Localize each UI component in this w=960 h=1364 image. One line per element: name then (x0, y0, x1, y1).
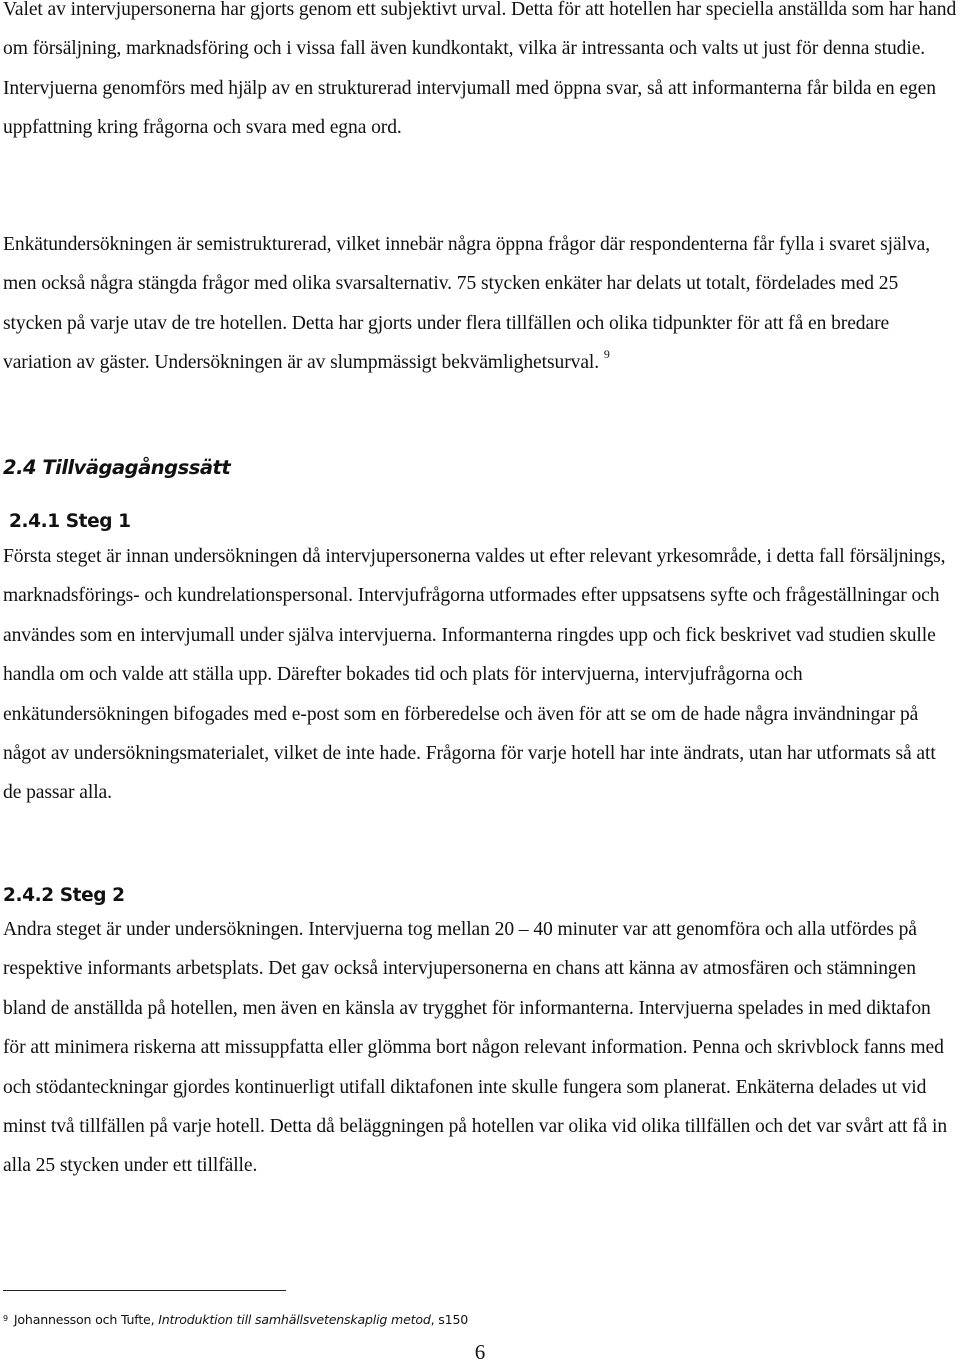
footnote-authors: Johannesson och Tufte, (13, 1312, 159, 1327)
section-heading: 2.4 Tillvägagångssätt (3, 456, 231, 479)
paragraph-step-2: Andra steget är under undersökningen. Intervjuerna tog mellan 20 – 40 minuter var att genomföra och alla utfördes på respektive informants arbetsplats. Det gav också intervjupersonerna en chans att känna av atmosfären och stämningen bland de anställda på hotellen, men även en känsla av trygghet för informanterna. Intervjuerna spelades in med diktafon för att minimera riskerna att missuppfatta eller glömma bort någon relevant information. Penna och skrivblock fanns med och stödanteckningar gjordes kontinuerligt utifall diktafonen inte skulle fungera som planerat. Enkäterna delades ut vid minst två tillfällen på varje hotell. Detta då beläggningen på hotellen var olika vid olika tillfällen och det var svårt att få in alla 25 stycken under ett tillfälle. (3, 919, 948, 1177)
paragraph-selection: Valet av intervjupersonerna har gjorts genom ett subjektivt urval. Detta för att hotellen har speciella anställda som har hand om försäljning, marknadsföring och i vissa fall även kundkontakt, vilka är intressanta och valts ut just för denna studie. Intervjuerna genomförs med hjälp av en strukturerad intervjumall med öppna svar, så att informanterna får bilda en egen uppfattning kring frågorna och svara med egna ord. (3, 0, 957, 139)
page-number: 6 (474, 1340, 486, 1364)
paragraph-survey-text: Enkätundersökningen är semistrukturerad, vilket innebär några öppna frågor där respondenterna får fylla i svaret själva, men också några stängda frågor med olika svarsalternativ. 75 stycken enkäter har delats ut totalt, fördelades med 25 stycken på varje utav de tre hotellen. Detta har gjorts under flera tillfällen och olika tidpunkter för att få en bredare variation av gäster. Undersökningen är av slumpmässigt bekvämlighetsurval. (3, 234, 931, 374)
subheading-step-1: 2.4.1 Steg 1 (9, 511, 131, 532)
paragraph-survey (3, 225, 958, 383)
footnote-title: Introduktion till samhällsvetenskaplig metod (158, 1312, 431, 1327)
paragraph-step-1: Första steget är innan undersökningen då intervjupersonerna valdes ut efter relevant yrkesområde, i detta fall försäljnings, marknadsförings- och kundrelationspersonal. Intervjufrågorna utformades efter uppsatsens syfte och frågeställningar och användes som en intervjumall under själva intervjuerna. Informanterna ringdes upp och fick beskrivet vad studien skulle handla om och valde att ställa upp. Därefter bokades tid och plats för intervjuerna, intervjufrågorna och enkätundersökningen bifogades med e-post som en förberedelse och även för att se om de hade några invändningar på något av undersökningsmaterialet, vilket de inte hade. Frågorna för varje hotell har inte ändrats, utan har utformats så att de passar alla. (3, 546, 946, 804)
footnote-pages: , s150 (430, 1312, 469, 1327)
footnote-separator (3, 1290, 286, 1291)
subheading-step-2: 2.4.2 Steg 2 (3, 885, 125, 906)
footnote (3, 1310, 468, 1329)
footnote-reference[interactable]: 9 (603, 347, 610, 362)
footnote-number: 9 (3, 1314, 8, 1323)
